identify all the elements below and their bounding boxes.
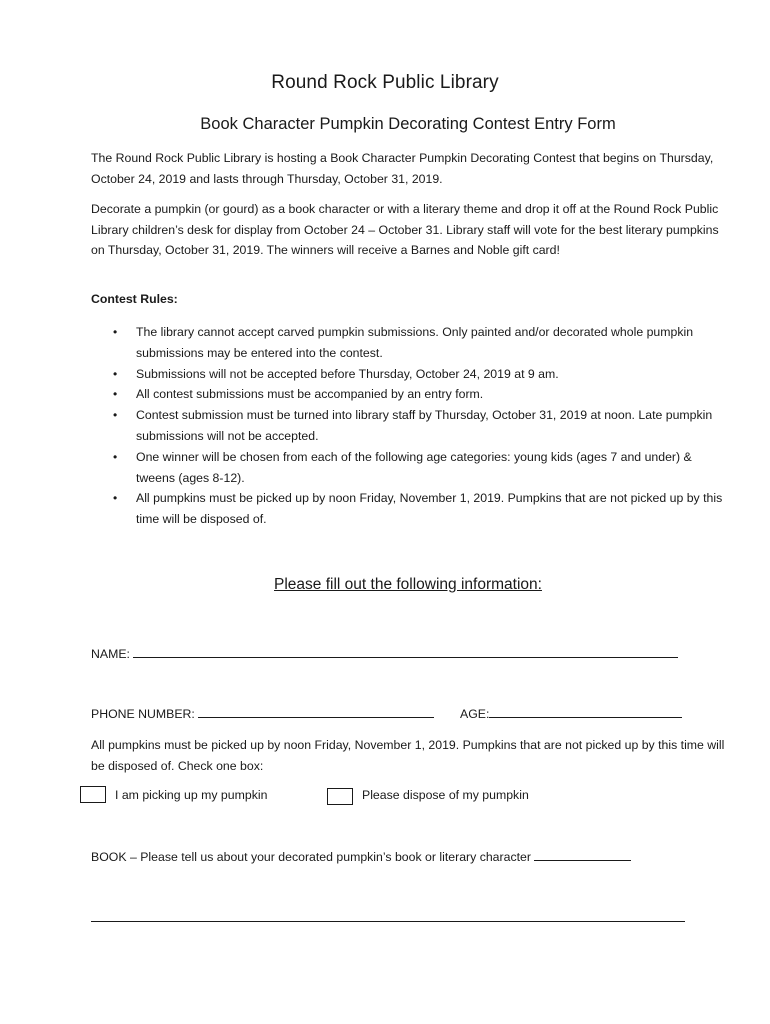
age-field-row — [460, 705, 682, 721]
rule-text: All pumpkins must be picked up by noon Friday, November 1, 2019. Pumpkins that are not picked up by this time will be disposed of. — [136, 491, 723, 527]
name-field-row — [91, 645, 678, 661]
bullet-icon: • — [113, 366, 118, 381]
name-label: NAME: — [91, 647, 134, 661]
age-label: AGE: — [460, 707, 490, 721]
details-paragraph: Decorate a pumpkin (or gourd) as a book character or with a literary theme and drop it off at the Round Rock Public Library children’s desk for display from October 24 – October 31. Library staff will vote for the best literary pumpkins on Thursday, October 31, 2019. The winners will receive a Barnes and Noble gift card! — [91, 202, 719, 257]
phone-field[interactable] — [198, 705, 434, 718]
rules-list — [91, 322, 731, 530]
rule-item — [91, 322, 731, 364]
page-title: Round Rock Public Library — [271, 72, 499, 93]
book-field[interactable] — [534, 848, 631, 861]
form-subtitle: Book Character Pumpkin Decorating Contest Entry Form — [200, 115, 616, 133]
rule-text: Contest submission must be turned into library staff by Thursday, October 31, 2019 at noon. Late pumpkin submissions will not be accepted. — [136, 408, 713, 443]
bullet-icon: • — [113, 491, 118, 506]
bullet-icon: • — [113, 387, 118, 402]
rules-heading: Contest Rules: — [91, 292, 178, 306]
dispose-checkbox[interactable] — [327, 788, 353, 805]
name-field[interactable] — [133, 645, 678, 658]
book-field-continuation-line[interactable] — [91, 921, 685, 922]
rule-text: All contest submissions must be accompanied by an entry form. — [136, 387, 484, 402]
rule-item — [91, 447, 731, 489]
rule-text: Submissions will not be accepted before Thursday, October 24, 2019 at 9 am. — [136, 366, 559, 381]
rule-text: The library cannot accept carved pumpkin submissions. Only painted and/or decorated whole pumpkin submissions may be entered into the contest. — [136, 325, 694, 360]
dispose-option-label: Please dispose of my pumpkin — [362, 788, 529, 802]
pickup-option-label: I am picking up my pumpkin — [115, 788, 268, 802]
age-field[interactable] — [489, 705, 682, 718]
bullet-icon: • — [113, 408, 118, 423]
rule-item — [91, 488, 731, 530]
pickup-notice: All pumpkins must be picked up by noon Friday, November 1, 2019. Pumpkins that are not picked up by this time will be disposed of. Check one box: — [91, 738, 725, 773]
rule-text: One winner will be chosen from each of the following age categories: young kids (ages 7 and under) & tweens (ages 8-12). — [136, 449, 692, 485]
phone-label: PHONE NUMBER: — [91, 707, 199, 721]
rule-item — [91, 384, 731, 405]
intro-paragraph: The Round Rock Public Library is hosting a Book Character Pumpkin Decorating Contest that begins on Thursday, October 24, 2019 and lasts through Thursday, October 31, 2019. — [91, 151, 714, 186]
book-label: BOOK – Please tell us about your decorated pumpkin’s book or literary character — [91, 850, 535, 864]
form-heading: Please fill out the following information: — [274, 576, 542, 593]
pickup-checkbox[interactable] — [80, 786, 106, 803]
rule-item — [91, 405, 731, 447]
rule-item — [91, 364, 731, 385]
phone-field-row — [91, 705, 434, 721]
bullet-icon: • — [113, 449, 118, 464]
book-field-row — [91, 848, 631, 864]
bullet-icon: • — [113, 325, 118, 339]
